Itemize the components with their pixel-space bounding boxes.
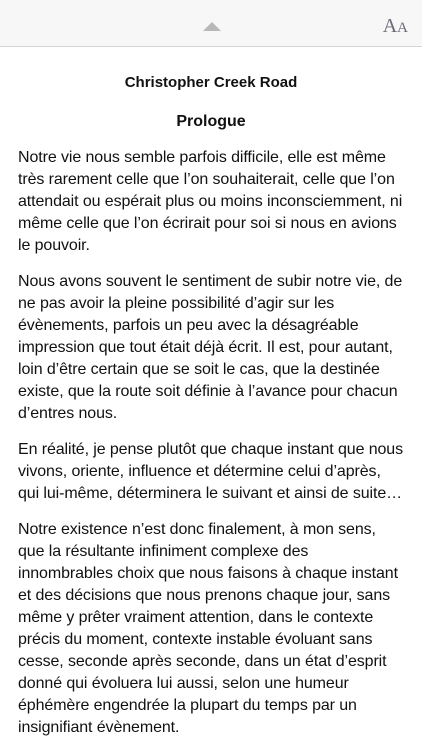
paragraph: Notre existence n’est donc finalement, à mon sens, que la résultante infiniment complexe des innombrables choix que nous faisons à chaque instant et des décisions que nous prenons chaque jour, sans même y prêter vraiment attention, dans le contexte précis du moment, contexte instable évoluant sans cesse, seconde après seconde, dans un état d’esprit donné qui évoluera lui aussi, selon une humeur éphémère engendrée la plupart du temps par un insignifiant évènement. — [18, 521, 398, 736]
paragraph: Nous avons souvent le sentiment de subir notre vie, de ne pas avoir la pleine possibilité d’agir sur les évènements, parfois un peu avec la désagréable impression que tout était déjà écrit. Il est, pour autant, loin d’être certain que se soit le cas, que la destinée existe, que la route soit définie à l’avance pour chacun d’entres nous. — [18, 273, 403, 422]
font-size-icon-small: A — [397, 20, 408, 36]
chevron-up-icon[interactable] — [203, 22, 221, 31]
paragraph: En réalité, je pense plutôt que chaque instant que nous vivons, oriente, influence et détermine celui d’après, qui lui-même, déterminera le suivant et ainsi de suite… — [18, 441, 404, 502]
paragraph: Notre vie nous semble parfois difficile, elle est même très rarement celle que l’on souhaiterait, celle que l’on attendait ou espérait plus ou moins inconsciemment, ni même celle que l’on écrirait pour soi si nous en avions le pouvoir. — [18, 149, 403, 254]
book-title: Christopher Creek Road — [124, 74, 298, 91]
reader-toolbar — [0, 0, 422, 47]
reader-content[interactable] — [18, 47, 404, 750]
font-size-icon-large: A — [382, 15, 398, 37]
chapter-title: Prologue — [176, 113, 246, 130]
font-settings-button[interactable] — [383, 12, 408, 36]
